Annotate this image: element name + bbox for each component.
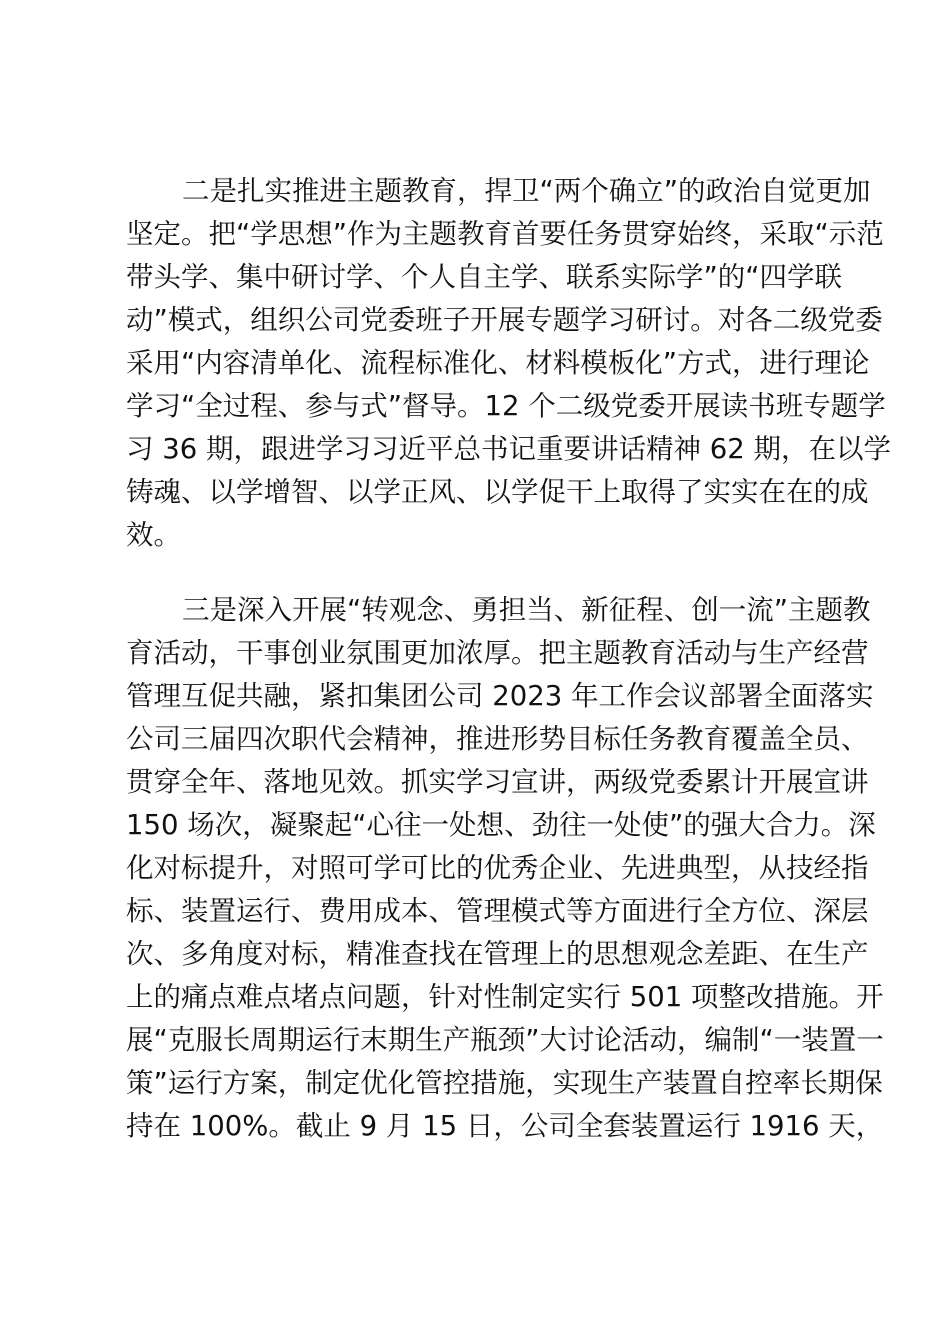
paragraph-line: 展“克服长周期运行末期生产瓶颈”大讨论活动，编制“一装置一	[126, 1024, 884, 1056]
paragraph-line: 持在 100%。截止 9 月 15 日，公司全套装置运行 1916 天，	[126, 1110, 884, 1142]
paragraph-line: 铸魂、以学增智、以学正风、以学促干上取得了实实在在的成	[126, 476, 869, 508]
paragraph-line: 150 场次，凝聚起“心往一处想、劲往一处使”的强大合力。深	[126, 809, 876, 841]
paragraph-line: 上的痛点难点堵点问题，针对性制定实行 501 项整改措施。开	[126, 981, 884, 1013]
paragraph-line: 带头学、集中研讨学、个人自主学、联系实际学”的“四学联	[126, 261, 842, 293]
paragraph-line: 次、多角度对标，精准查找在管理上的思想观念差距、在生产	[126, 938, 869, 970]
paragraph-line: 效。	[126, 519, 181, 551]
paragraph-line: 育活动，干事创业氛围更加浓厚。把主题教育活动与生产经营	[126, 637, 869, 669]
paragraph-line: 采用“内容清单化、流程标准化、材料模板化”方式，进行理论	[126, 347, 870, 379]
paragraph-line: 坚定。把“学思想”作为主题教育首要任务贯穿始终，采取“示范	[126, 218, 884, 250]
paragraph-line: 管理互促共融，紧扣集团公司 2023 年工作会议部署全面落实	[126, 680, 874, 712]
paragraph-line: 贯穿全年、落地见效。抓实学习宣讲，两级党委累计开展宣讲	[126, 766, 869, 798]
paragraph-line: 习 36 期，跟进学习习近平总书记重要讲话精神 62 期，在以学	[126, 433, 891, 465]
paragraph-line: 化对标提升，对照可学可比的优秀企业、先进典型，从技经指	[126, 852, 869, 884]
paragraph-line: 标、装置运行、费用成本、管理模式等方面进行全方位、深层	[126, 895, 869, 927]
paragraph-line: 三是深入开展“转观念、勇担当、新征程、创一流”主题教	[182, 594, 871, 626]
paragraph-line: 二是扎实推进主题教育，捍卫“两个确立”的政治自觉更加	[182, 175, 871, 207]
paragraph-line: 公司三届四次职代会精神，推进形势目标任务教育覆盖全员、	[126, 723, 869, 755]
paragraph-line: 动”模式，组织公司党委班子开展专题学习研讨。对各二级党委	[126, 304, 883, 336]
paragraph-line: 学习“全过程、参与式”督导。12 个二级党委开展读书班专题学	[126, 390, 886, 422]
paragraph-line: 策”运行方案，制定优化管控措施，实现生产装置自控率长期保	[126, 1067, 883, 1099]
